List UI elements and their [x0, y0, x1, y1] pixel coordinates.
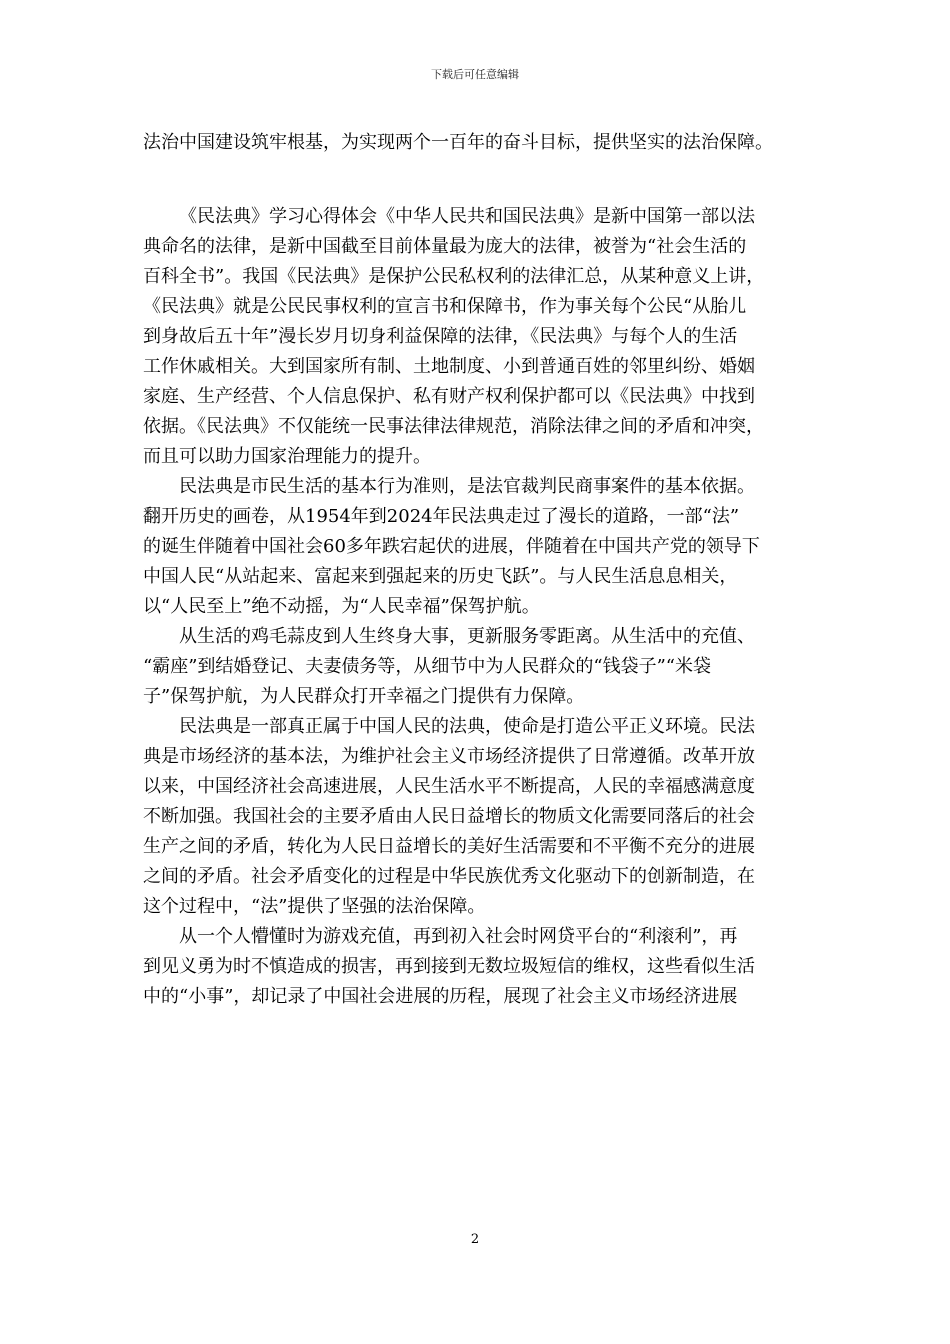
text-line: 《民法典》学习心得体会《中华人民共和国民法典》是新中国第一部以法 [179, 206, 755, 227]
text-line: 从生活的鸡毛蒜皮到人生终身大事，更新服务零距离。从生活中的充值、 [179, 626, 755, 647]
text-line: 以“人民至上”绝不动摇，为“人民幸福”保驾护航。 [143, 596, 540, 617]
text-line: 百科全书”。我国《民法典》是保护公民私权利的法律汇总，从某种意义上讲， [143, 266, 765, 287]
text-line: 翻开历史的画卷，从1954年到2024年民法典走过了漫长的道路，一部“法” [143, 506, 740, 527]
text-line: 法治中国建设筑牢根基，为实现两个一百年的奋斗目标，提供坚实的法治保障。 [143, 132, 773, 153]
text-line: 典命名的法律，是新中国截至目前体量最为庞大的法律，被誉为“社会生活的 [143, 236, 747, 257]
text-line: 生产之间的矛盾，转化为人民日益增长的美好生活需要和不平衡不充分的进展 [143, 836, 755, 857]
paragraph [143, 472, 813, 622]
text-line: 民法典是一部真正属于中国人民的法典，使命是打造公平正义环境。民法 [179, 716, 755, 737]
paragraph [143, 128, 813, 158]
text-line: 到身故后五十年”漫长岁月切身利益保障的法律，《民法典》与每个人的生活 [143, 326, 738, 347]
text-line: 而且可以助力国家治理能力的提升。 [143, 446, 431, 467]
text-line: 从一个人懵懂时为游戏充值，再到初入社会时网贷平台的“利滚利”，再 [179, 926, 738, 947]
text-line: 中国人民“从站起来、富起来到强起来的历史飞跃”。与人民生活息息相关， [143, 566, 738, 587]
text-line: 中的“小事”，却记录了中国社会进展的历程，展现了社会主义市场经济进展 [143, 986, 738, 1007]
paragraph [143, 202, 813, 472]
page-number: 2 [470, 1232, 480, 1247]
text-line: 工作休戚相关。大到国家所有制、土地制度、小到普通百姓的邻里纠纷、婚姻 [143, 356, 755, 377]
text-line: 到见义勇为时不慎造成的损害，再到接到无数垃圾短信的维权，这些看似生活 [143, 956, 755, 977]
text-line: 典是市场经济的基本法，为维护社会主义市场经济提供了日常遵循。改革开放 [143, 746, 755, 767]
text-line: 《民法典》就是公民民事权利的宣言书和保障书，作为事关每个公民“从胎儿 [143, 296, 747, 317]
text-line: 子”保驾护航，为人民群众打开幸福之门提供有力保障。 [143, 686, 585, 707]
page-header: 下载后可任意编辑 [431, 68, 519, 81]
text-line: “霸座”到结婚登记、夫妻债务等，从细节中为人民群众的“钱袋子”“米袋 [143, 656, 712, 677]
paragraph [143, 712, 813, 922]
text-line: 以来，中国经济社会高速进展，人民生活水平不断提高，人民的幸福感满意度 [143, 776, 755, 797]
paragraph [143, 922, 813, 1012]
text-line: 这个过程中，“法”提供了坚强的法治保障。 [143, 896, 486, 917]
text-line: 不断加强。我国社会的主要矛盾由人民日益增长的物质文化需要同落后的社会 [143, 806, 755, 827]
text-line: 依据。《民法典》不仅能统一民事法律法律规范，消除法律之间的矛盾和冲突， [143, 416, 764, 437]
text-line: 的诞生伴随着中国社会60多年跌宕起伏的进展，伴随着在中国共产党的领导下 [143, 536, 760, 557]
paragraph-gap [143, 158, 813, 202]
paragraph [143, 622, 813, 712]
text-line: 家庭、生产经营、个人信息保护、私有财产权利保护都可以《民法典》中找到 [143, 386, 755, 407]
text-line: 民法典是市民生活的基本行为准则，是法官裁判民商事案件的基本依据。 [179, 476, 755, 497]
text-line: 之间的矛盾。社会矛盾变化的过程是中华民族优秀文化驱动下的创新制造，在 [143, 866, 755, 887]
document-body [143, 128, 813, 1012]
